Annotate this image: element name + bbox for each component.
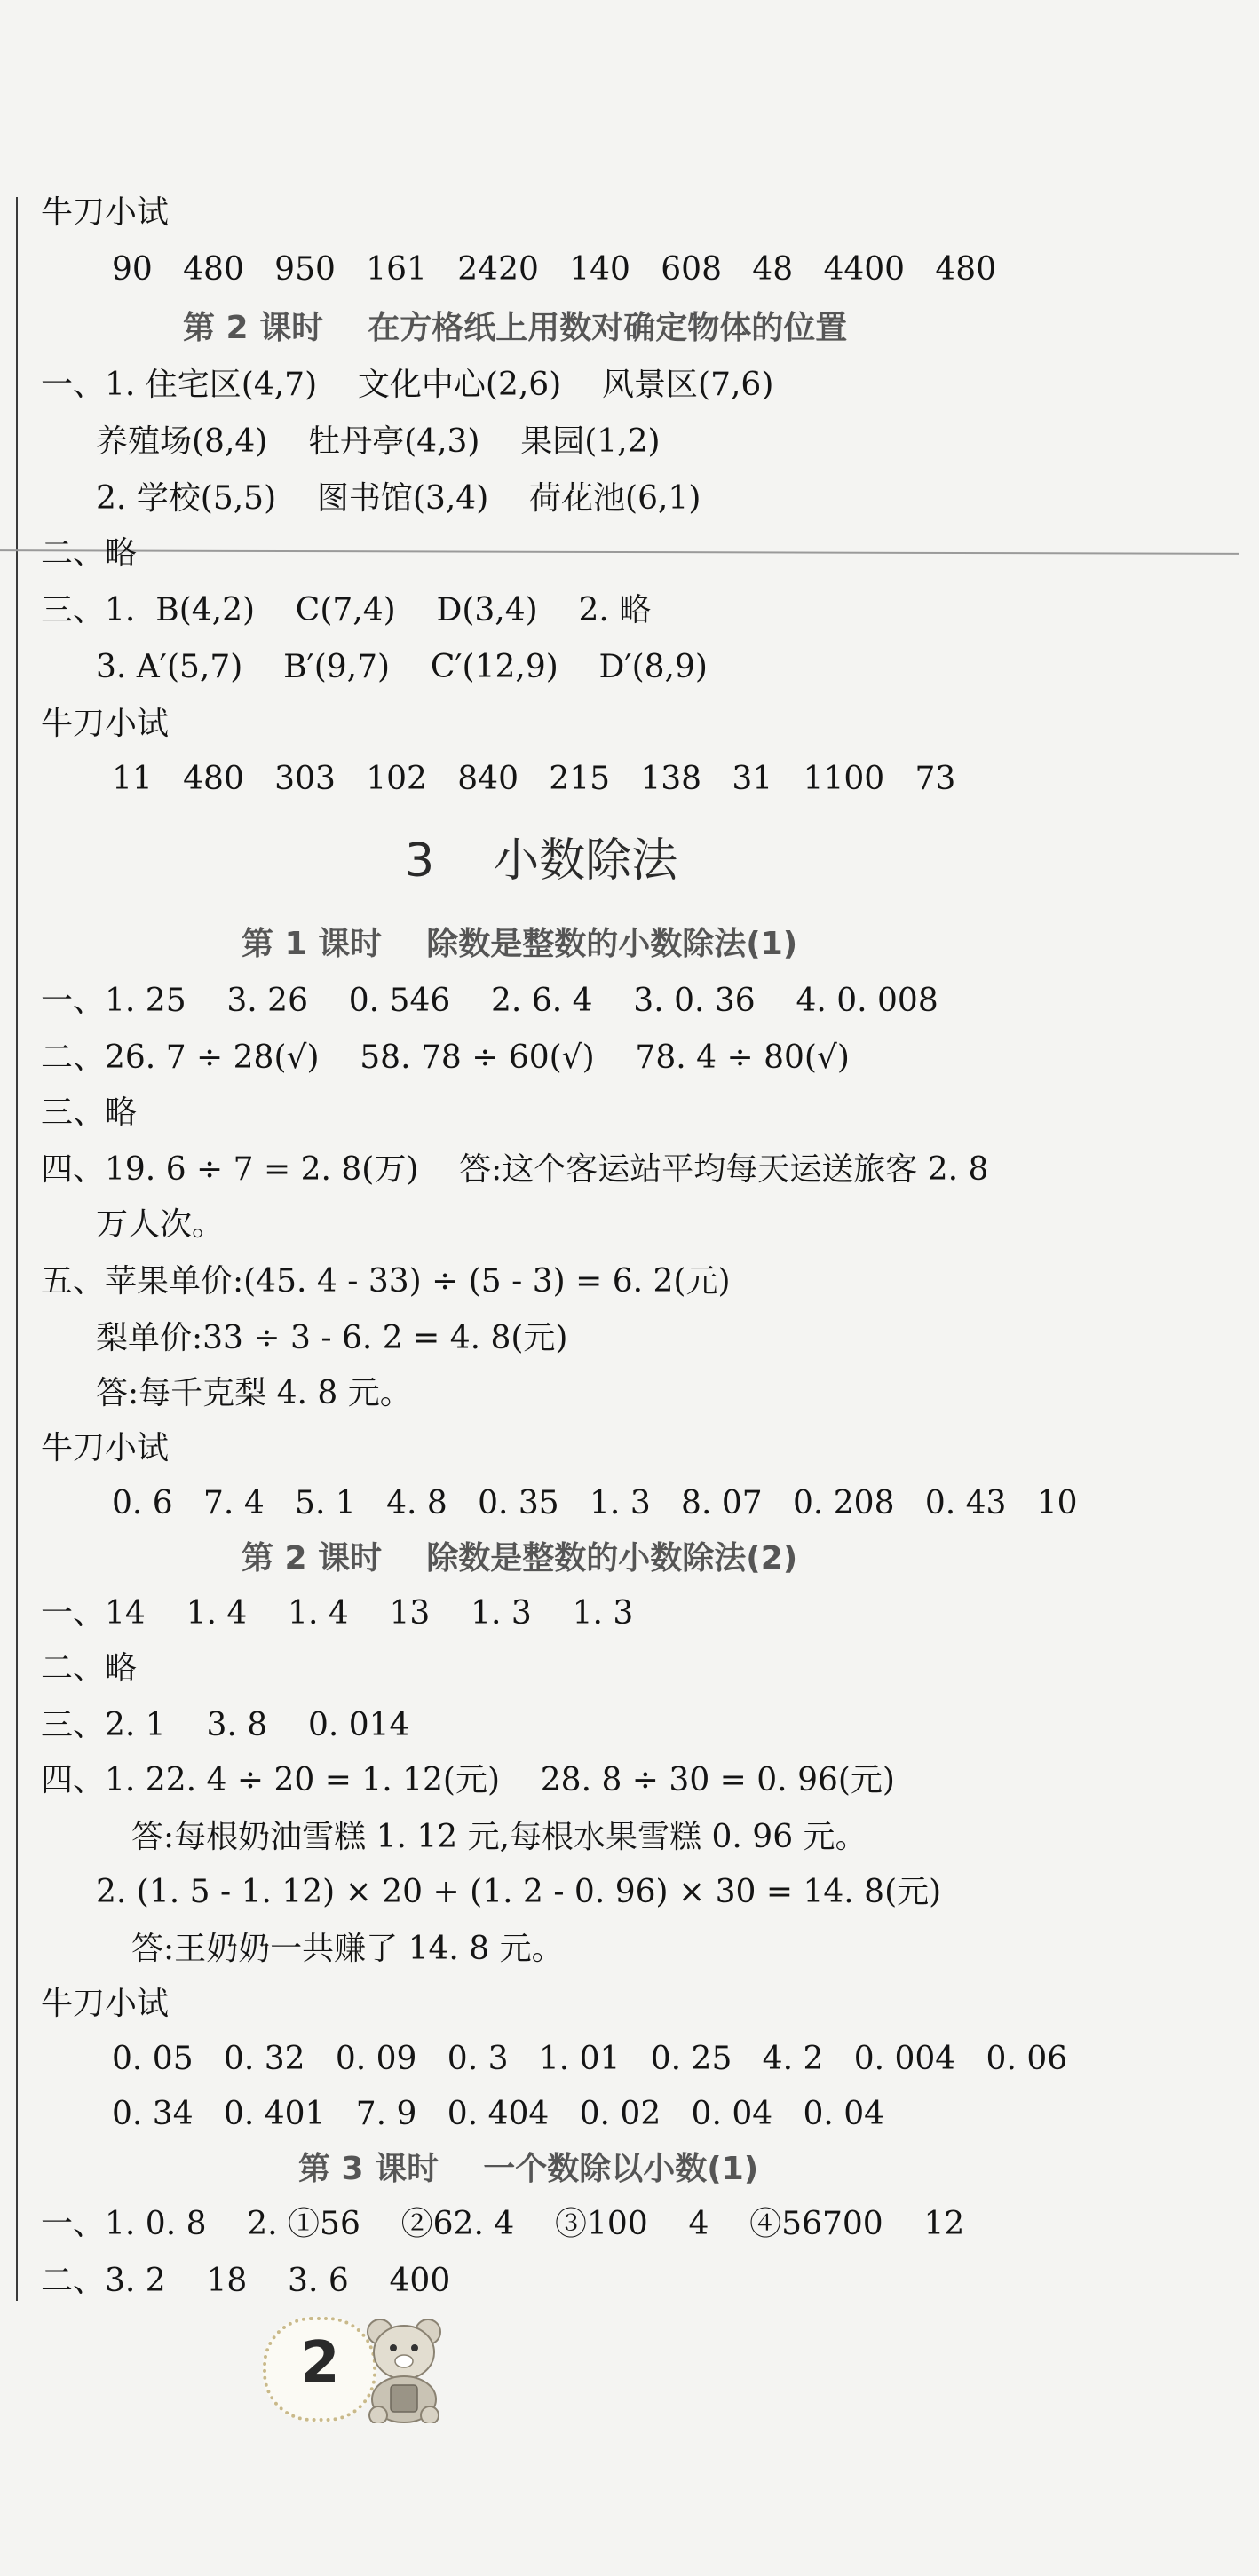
answer-line: 二、略 (41, 1650, 138, 1687)
answer-line: 11 480 303 102 840 215 138 31 1100 73 (112, 761, 956, 797)
answer-line: 2. (1. 5 - 1. 12) × 20 + (1. 2 - 0. 96) × 30 = 14. 8(元) (96, 1874, 942, 1910)
answer-line: 二、3. 2 18 3. 6 400 (41, 2263, 451, 2299)
fold-line (0, 549, 1239, 555)
page-number: 2 (300, 2330, 340, 2396)
answer-line: 一、1. 0. 8 2. ①56 ②62. 4 ③100 4 ④56700 12 (41, 2206, 965, 2242)
lesson-heading: 第 1 课时 除数是整数的小数除法(1) (242, 926, 798, 962)
answer-line: 一、1. 住宅区(4,7) 文化中心(2,6) 风景区(7,6) (41, 367, 774, 403)
answer-line: 万人次。 (96, 1206, 225, 1243)
answer-line: 二、略 (41, 535, 138, 572)
chapter-title: 3 小数除法 (405, 834, 678, 888)
answer-line: 90 480 950 161 2420 140 608 48 4400 480 (112, 251, 997, 288)
answer-line: 五、苹果单价:(45. 4 - 33) ÷ (5 - 3) = 6. 2(元) (41, 1263, 731, 1300)
answer-line: 答:王奶奶一共赚了 14. 8 元。 (131, 1931, 564, 1967)
answer-line: 二、26. 7 ÷ 28(√) 58. 78 ÷ 60(√) 78. 4 ÷ 80(√) (41, 1039, 850, 1076)
answer-line: 三、2. 1 3. 8 0. 014 (41, 1707, 410, 1743)
lesson-heading: 第 2 课时 在方格纸上用数对确定物体的位置 (183, 310, 848, 346)
practice-heading: 牛刀小试 (41, 1986, 170, 2022)
answer-line: 四、1. 22. 4 ÷ 20 = 1. 12(元) 28. 8 ÷ 30 = 0. 96(元) (41, 1762, 895, 1798)
answer-line: 2. 学校(5,5) 图书馆(3,4) 荷花池(6,1) (96, 480, 701, 517)
practice-heading: 牛刀小试 (41, 1430, 170, 1466)
answer-line: 0. 6 7. 4 5. 1 4. 8 0. 35 1. 3 8. 07 0. 208 0. 43 10 (112, 1485, 1078, 1521)
answer-line: 一、14 1. 4 1. 4 13 1. 3 1. 3 (41, 1595, 634, 1632)
answer-line: 梨单价:33 ÷ 3 - 6. 2 = 4. 8(元) (96, 1320, 568, 1356)
teddy-bear-icon (355, 2312, 453, 2423)
answer-line: 一、1. 25 3. 26 0. 546 2. 6. 4 3. 0. 36 4. 0. 008 (41, 983, 938, 1019)
answer-line: 答:每根奶油雪糕 1. 12 元,每根水果雪糕 0. 96 元。 (131, 1819, 867, 1855)
answer-line: 3. A′(5,7) B′(9,7) C′(12,9) D′(8,9) (96, 649, 708, 685)
practice-heading: 牛刀小试 (41, 706, 170, 742)
lesson-heading: 第 2 课时 除数是整数的小数除法(2) (242, 1540, 798, 1576)
answer-line: 养殖场(8,4) 牡丹亭(4,3) 果园(1,2) (96, 423, 661, 460)
answer-line: 答:每千克梨 4. 8 元。 (96, 1375, 412, 1411)
left-margin-rule (16, 197, 18, 2301)
answer-line: 四、19. 6 ÷ 7 = 2. 8(万) 答:这个客运站平均每天运送旅客 2. 8 (41, 1151, 989, 1188)
answer-line: 三、1. B(4,2) C(7,4) D(3,4) 2. 略 (41, 592, 652, 628)
practice-heading: 牛刀小试 (41, 194, 170, 231)
answer-line: 三、略 (41, 1094, 138, 1131)
answer-line: 0. 05 0. 32 0. 09 0. 3 1. 01 0. 25 4. 2 0. 004 0. 06 (112, 2041, 1068, 2077)
answer-line: 0. 34 0. 401 7. 9 0. 404 0. 02 0. 04 0. 04 (112, 2096, 885, 2132)
lesson-heading: 第 3 课时 一个数除以小数(1) (298, 2151, 759, 2187)
